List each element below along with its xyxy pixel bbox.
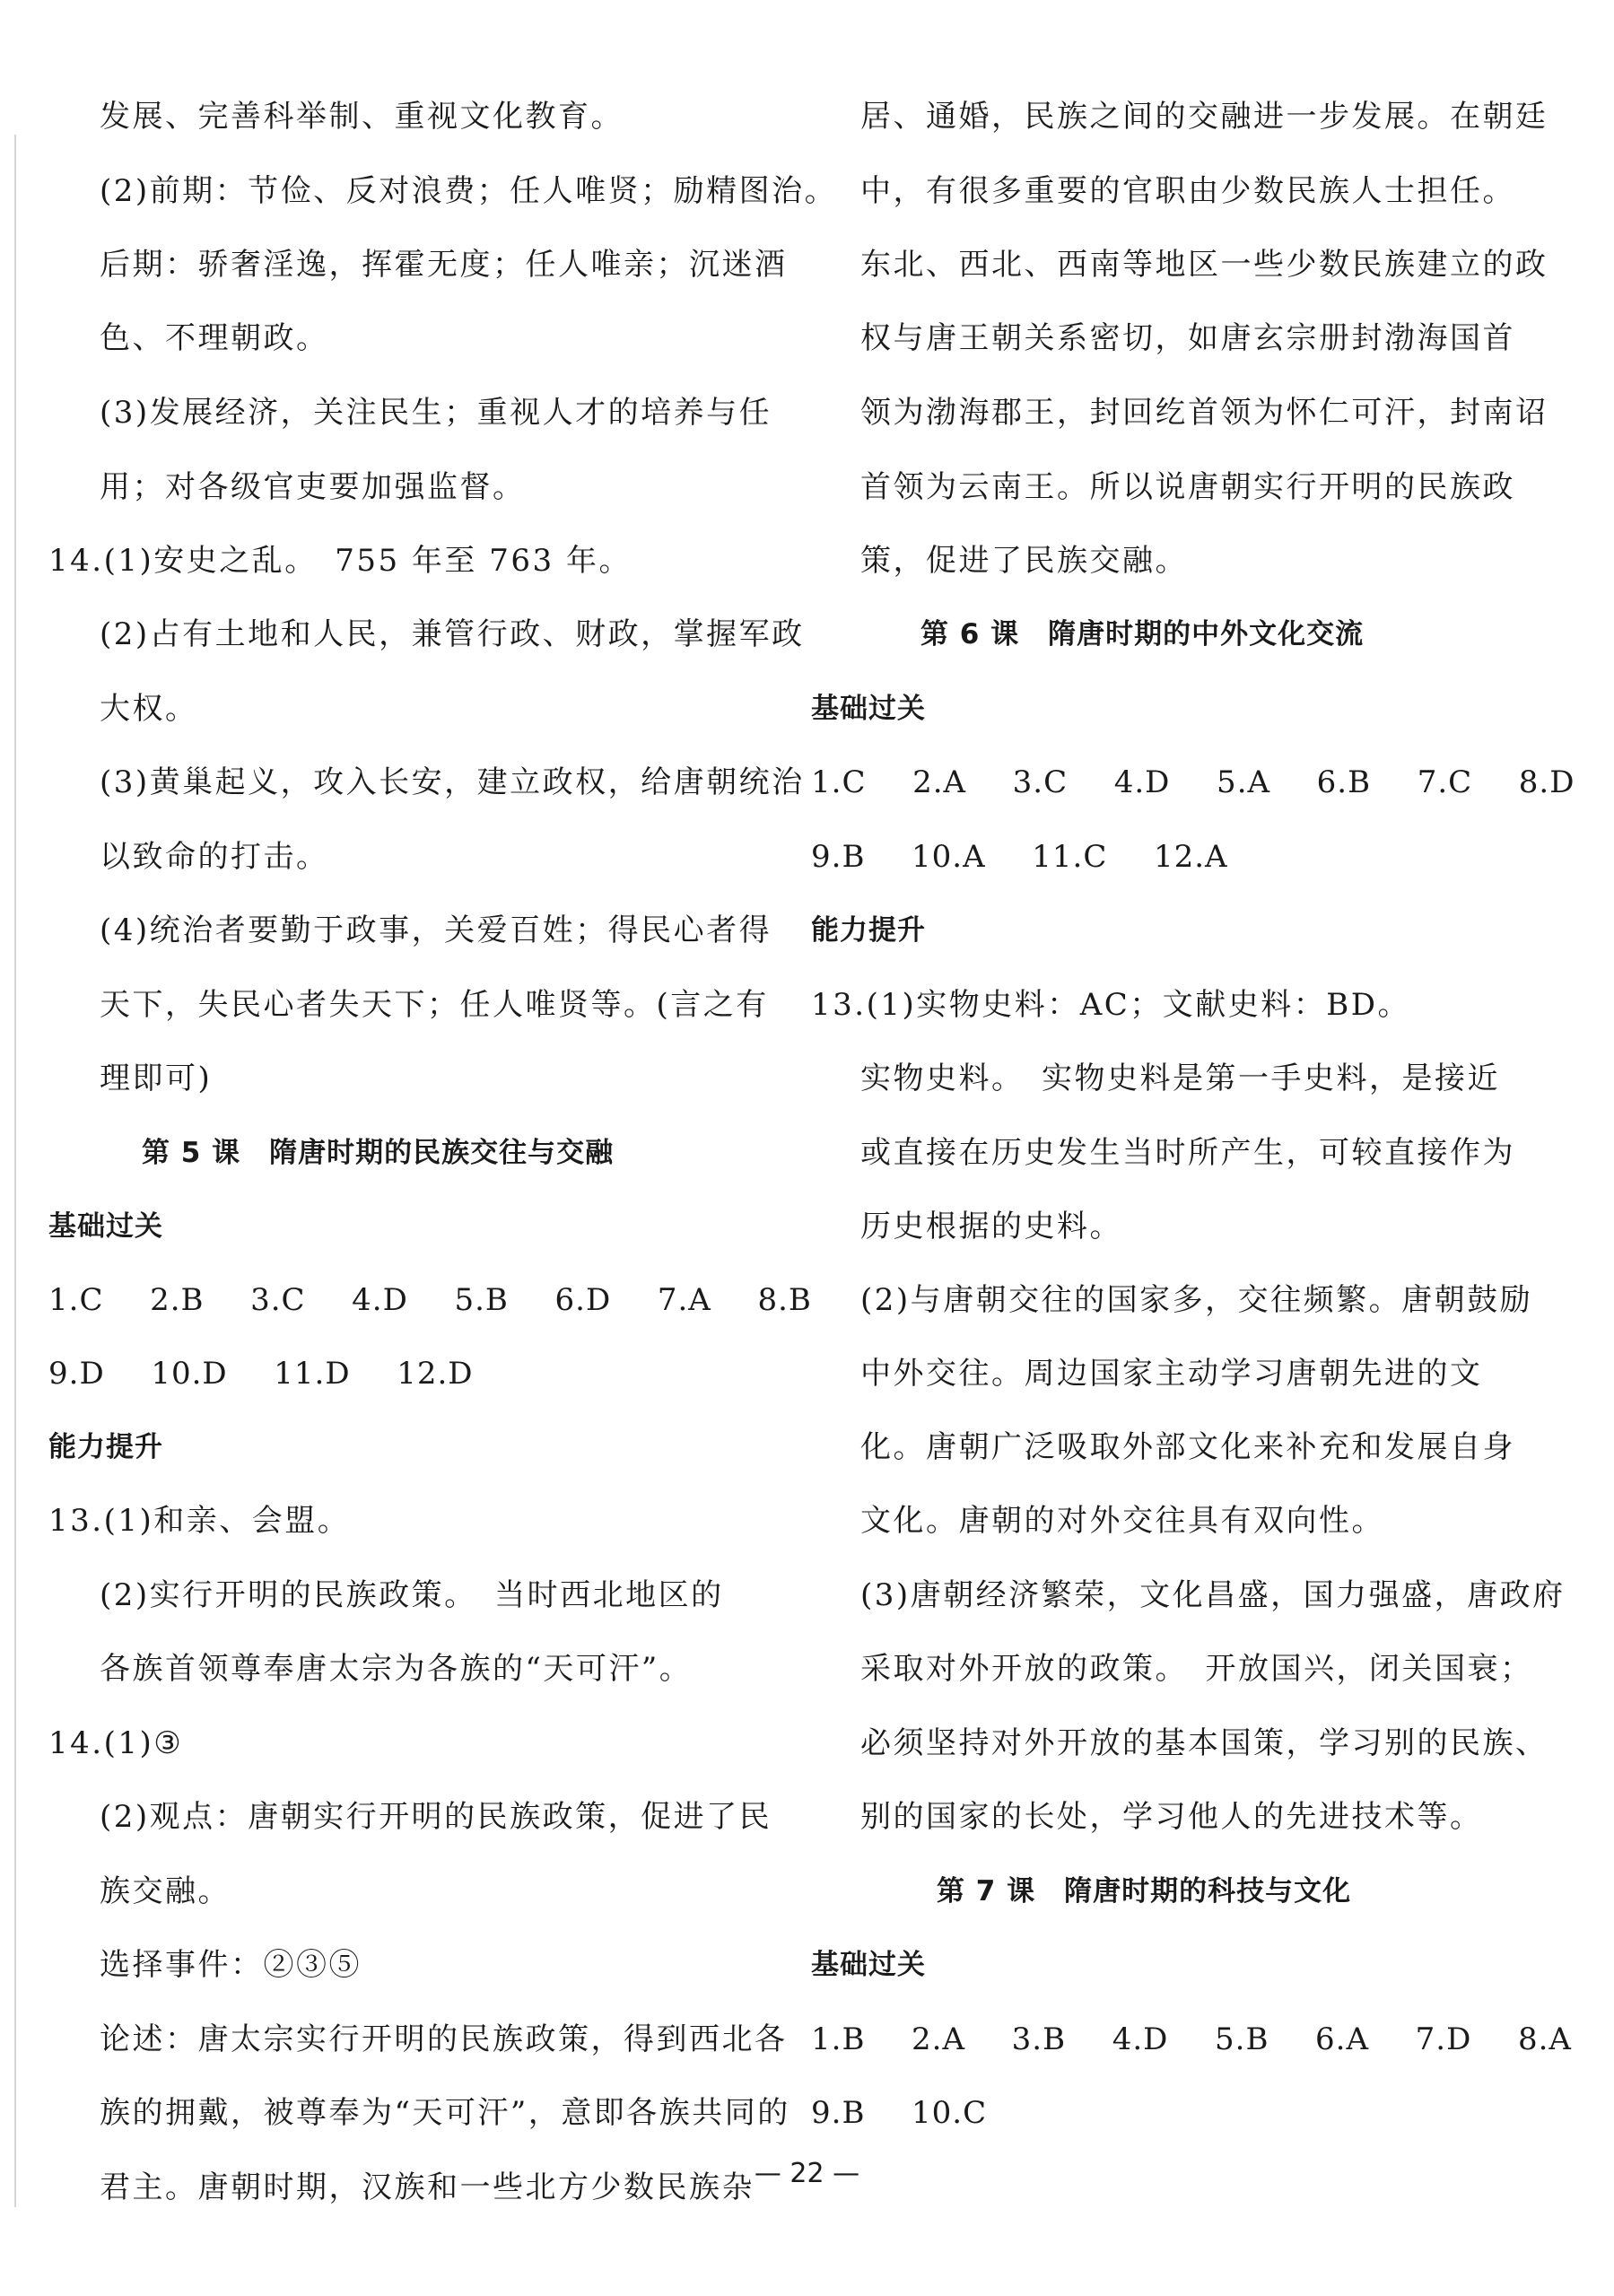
section-basic: 基础过关 [811, 1949, 926, 1981]
text-line: 策，促进了民族交融。 [860, 543, 1188, 579]
text-line: 别的国家的长处，学习他人的先进技术等。 [860, 1799, 1483, 1835]
lesson-5-title: 第 5 课 隋唐时期的民族交往与交融 [142, 1137, 615, 1169]
answer-row: 1.C 2.A 3.C 4.D 5.A 6.B 7.C 8.D [811, 764, 1575, 800]
text-line: 化。唐朝广泛吸取外部文化来补充和发展自身 [860, 1429, 1515, 1465]
text-line: 居、通婚，民族之间的交融进一步发展。在朝廷 [860, 99, 1549, 135]
text-line: (4)统治者要勤于政事，关爱百姓；得民心者得 [100, 912, 772, 948]
section-advanced: 能力提升 [811, 914, 926, 947]
text-line: 历史根据的史料。 [860, 1209, 1122, 1244]
answer-row: 9.B 10.C [811, 2095, 988, 2131]
text-line: 天下，失民心者失天下；任人唯贤等。(言之有 [100, 987, 769, 1023]
text-line: (2)前期：节俭、反对浪费；任人唯贤；励精图治。 [100, 173, 838, 209]
text-line: 领为渤海郡王，封回纥首领为怀仁可汗，封南诏 [860, 395, 1549, 431]
text-line: (2)观点：唐朝实行开明的民族政策，促进了民 [100, 1799, 772, 1835]
text-line: 族交融。 [100, 1873, 231, 1909]
question-14: 14.(1)③ [48, 1725, 184, 1761]
text-line: 族的拥戴，被尊奉为“天可汗”，意即各族共同的 [100, 2095, 790, 2131]
text-line: 或直接在历史发生当时所产生，可较直接作为 [860, 1135, 1515, 1171]
text-line: (2)占有土地和人民，兼管行政、财政，掌握军政 [100, 616, 805, 652]
text-line: 采取对外开放的政策。 开放国兴，闭关国衰； [860, 1651, 1533, 1687]
question-13: 13.(1)实物史料：AC；文献史料：BD。 [811, 987, 1411, 1023]
section-advanced: 能力提升 [48, 1431, 163, 1463]
text-line: 实物史料。 实物史料是第一手史料，是接近 [860, 1061, 1500, 1096]
text-line: 东北、西北、西南等地区一些少数民族建立的政 [860, 247, 1549, 283]
answer-row: 9.D 10.D 11.D 12.D [48, 1356, 474, 1392]
answer-row: 1.B 2.A 3.B 4.D 5.B 6.A 7.D 8.A [811, 2021, 1572, 2057]
section-basic: 基础过关 [811, 693, 926, 725]
text-line: 论述：唐太宗实行开明的民族政策，得到西北各 [100, 2021, 788, 2057]
answer-row: 1.C 2.B 3.C 4.D 5.B 6.D 7.A 8.B [48, 1282, 812, 1318]
text-line: 必须坚持对外开放的基本国策，学习别的民族、 [860, 1725, 1549, 1761]
text-line: 中，有很多重要的官职由少数民族人士担任。 [860, 173, 1515, 209]
text-line: 各族首领尊奉唐太宗为各族的“天可汗”。 [100, 1651, 693, 1687]
text-line: 用；对各级官吏要加强监督。 [100, 469, 526, 505]
text-line: 后期：骄奢淫逸，挥霍无度；任人唯亲；沉迷酒 [100, 247, 788, 283]
text-line: 以致命的打击。 [100, 839, 329, 875]
text-line: 选择事件：②③⑤ [100, 1947, 362, 1983]
text-line: 中外交往。周边国家主动学习唐朝先进的文 [860, 1356, 1483, 1392]
binding-margin-line [14, 135, 16, 2207]
text-line: 权与唐王朝关系密切，如唐玄宗册封渤海国首 [860, 320, 1515, 356]
text-line: 君主。唐朝时期，汉族和一些北方少数民族杂 [100, 2169, 755, 2205]
text-line: (3)发展经济，关注民生；重视人才的培养与任 [100, 395, 772, 431]
text-line: 发展、完善科举制、重视文化教育。 [100, 99, 624, 135]
lesson-7-title: 第 7 课 隋唐时期的科技与文化 [937, 1875, 1352, 1908]
text-line: (2)与唐朝交往的国家多，交往频繁。唐朝鼓励 [860, 1282, 1533, 1318]
text-line: 文化。唐朝的对外交往具有双向性。 [860, 1503, 1384, 1539]
answer-row: 9.B 10.A 11.C 12.A [811, 839, 1228, 875]
question-14: 14.(1)安史之乱。 755 年至 763 年。 [48, 543, 632, 579]
text-line: (3)黄巢起义，攻入长安，建立政权，给唐朝统治 [100, 764, 805, 800]
text-line: (3)唐朝经济繁荣，文化昌盛，国力强盛，唐政府 [860, 1577, 1566, 1613]
page-number: — 22 — [754, 2158, 860, 2189]
question-13: 13.(1)和亲、会盟。 [48, 1503, 351, 1539]
text-line: 大权。 [100, 691, 198, 727]
text-line: 首领为云南王。所以说唐朝实行开明的民族政 [860, 469, 1515, 505]
text-line: (2)实行开明的民族政策。 当时西北地区的 [100, 1577, 724, 1613]
lesson-6-title: 第 6 课 隋唐时期的中外文化交流 [920, 618, 1365, 650]
text-line: 理即可) [100, 1061, 213, 1096]
section-basic: 基础过关 [48, 1210, 163, 1243]
text-line: 色、不理朝政。 [100, 320, 329, 356]
